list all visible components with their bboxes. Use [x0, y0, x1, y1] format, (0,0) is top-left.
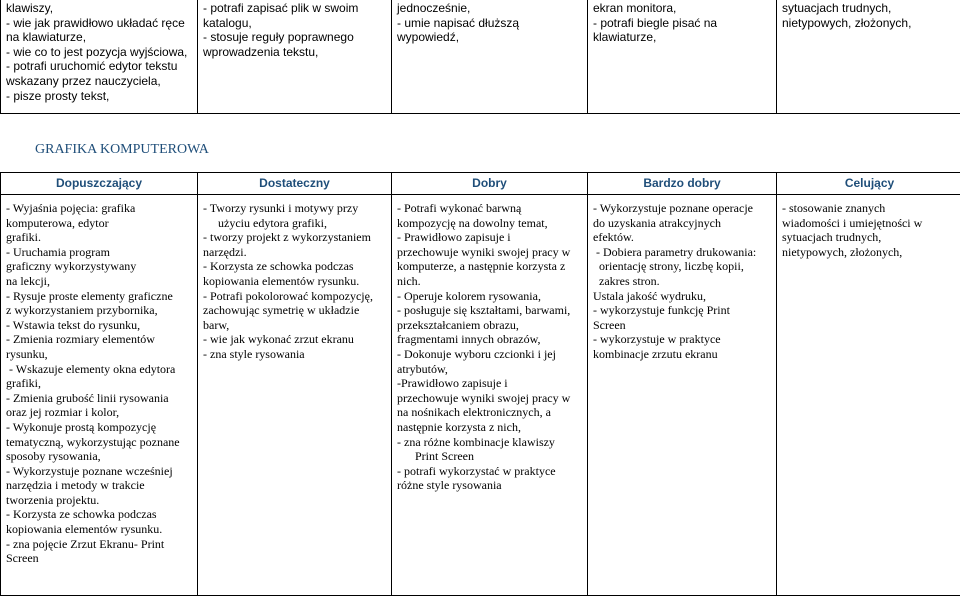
text-line: - umie napisać dłuższą wypowiedź,	[397, 16, 582, 45]
text-line: - Operuje kolorem rysowania,	[397, 289, 582, 304]
text-line: - zna style rysowania	[203, 347, 386, 362]
text-line: komputerze, a następnie korzysta z	[397, 259, 582, 274]
cell-dobry	[392, 195, 588, 596]
text-line: - Dokonuje wyboru czcionki i jej	[397, 347, 582, 362]
text-line: - Dobiera parametry drukowania:	[593, 245, 771, 260]
text-line: - wie jak prawidłowo układać ręce	[6, 16, 192, 31]
text-line: na klawiaturze,	[6, 30, 192, 45]
top-cell-2	[198, 0, 392, 114]
text-line: -Prawidłowo zapisuje i	[397, 376, 582, 391]
text-line: - Tworzy rysunki i motywy przy	[203, 201, 386, 216]
text-line: klawiszy,	[6, 1, 192, 16]
cell-dopuszczajacy	[1, 195, 198, 596]
text-line: - zna pojęcie Zrzut Ekranu- Print	[6, 537, 192, 552]
cell-bardzo-dobry	[588, 195, 777, 596]
text-line: nich.	[397, 274, 582, 289]
header-bardzo-dobry: Bardzo dobry	[588, 173, 777, 195]
text-line: - Korzysta ze schowka podczas	[203, 259, 386, 274]
text-line: - potrafi wykorzystać w praktyce	[397, 464, 582, 479]
text-line: sposoby rysowania,	[6, 449, 192, 464]
text-line: - Wykonuje prostą kompozycję	[6, 420, 192, 435]
text-line: - Wykorzystuje poznane operacje	[593, 201, 771, 216]
text-line: kopiowania elementów rysunku.	[6, 522, 192, 537]
text-line: - wykorzystuje w praktyce	[593, 332, 771, 347]
text-line: - stosuje reguły poprawnego	[203, 30, 386, 45]
cell-celujacy	[777, 195, 960, 596]
text-line: przechowuje wyniki swojej pracy w	[397, 245, 582, 260]
text-line: Print Screen	[397, 449, 582, 464]
text-line: - stosowanie znanych	[782, 201, 957, 216]
header-celujacy: Celujący	[777, 173, 960, 195]
text-line: z wykorzystaniem przybornika,	[6, 303, 192, 318]
table-row	[1, 195, 960, 596]
text-line: komputerowa, edytor	[6, 216, 192, 231]
text-line: - wykorzystuje funkcję Print	[593, 303, 771, 318]
text-line: narzędzia i metody w trakcie	[6, 478, 192, 493]
text-line: - Wyjaśnia pojęcia: grafika	[6, 201, 192, 216]
text-line: - tworzy projekt z wykorzystaniem	[203, 230, 386, 245]
text-line: przechowuje wyniki swojej pracy w	[397, 391, 582, 406]
text-line: nietypowych, złożonych,	[782, 16, 957, 31]
text-line: - potrafi biegle pisać na	[593, 16, 771, 31]
text-line: na lekcji,	[6, 274, 192, 289]
text-line: rysunku,	[6, 347, 192, 362]
text-line: kompozycję na dowolny temat,	[397, 216, 582, 231]
text-line: oraz jej rozmiar i kolor,	[6, 405, 192, 420]
text-line: - Wskazuje elementy okna edytora	[6, 362, 192, 377]
text-line: efektów.	[593, 230, 771, 245]
text-line: tematyczną, wykorzystując poznane	[6, 435, 192, 450]
previous-section-table	[0, 0, 960, 114]
top-cell-1	[1, 0, 198, 114]
text-line: nietypowych, złożonych,	[782, 245, 957, 260]
top-cell-3	[392, 0, 588, 114]
text-line: - Uruchamia program	[6, 245, 192, 260]
text-line: - Prawidłowo zapisuje i	[397, 230, 582, 245]
text-line: - Zmienia rozmiary elementów	[6, 332, 192, 347]
text-line: wskazany przez nauczyciela,	[6, 74, 192, 89]
text-line: - posługuje się kształtami, barwami,	[397, 303, 582, 318]
text-line: kombinacje zrzutu ekranu	[593, 347, 771, 362]
text-line: - Wstawia tekst do rysunku,	[6, 318, 192, 333]
top-cell-5	[777, 0, 960, 114]
text-line: do uzyskania atrakcyjnych	[593, 216, 771, 231]
header-row	[1, 173, 960, 195]
text-line: wprowadzenia tekstu,	[203, 45, 386, 60]
header-dostateczny: Dostateczny	[198, 173, 392, 195]
text-line: narzędzi.	[203, 245, 386, 260]
text-line: - Zmienia grubość linii rysowania	[6, 391, 192, 406]
text-line: przekształcaniem obrazu,	[397, 318, 582, 333]
text-line: katalogu,	[203, 16, 386, 31]
text-line: sytuacjach trudnych,	[782, 1, 957, 16]
text-line: - Potrafi pokolorować kompozycję,	[203, 289, 386, 304]
text-line: następnie korzysta z nich,	[397, 420, 582, 435]
text-line: na nośnikach elektronicznych, a	[397, 405, 582, 420]
text-line: Ustala jakość wydruku,	[593, 289, 771, 304]
text-line: sytuacjach trudnych,	[782, 230, 957, 245]
text-line: klawiaturze,	[593, 30, 771, 45]
text-line: różne style rysowania	[397, 478, 582, 493]
text-line: zakres stron.	[593, 274, 771, 289]
text-line: - Korzysta ze schowka podczas	[6, 507, 192, 522]
text-line: atrybutów,	[397, 362, 582, 377]
text-line: kopiowania elementów rysunku.	[203, 274, 386, 289]
section-title: GRAFIKA KOMPUTEROWA	[35, 142, 209, 158]
grading-table	[0, 172, 960, 596]
text-line: wiadomości i umiejętności w	[782, 216, 957, 231]
top-cell-4	[588, 0, 777, 114]
text-line: - potrafi uruchomić edytor tekstu	[6, 59, 192, 74]
text-line: - wie co to jest pozycja wyjściowa,	[6, 45, 192, 60]
text-line: - Rysuje proste elementy graficzne	[6, 289, 192, 304]
text-line: ekran monitora,	[593, 1, 771, 16]
text-line: grafiki.	[6, 230, 192, 245]
text-line: tworzenia projektu.	[6, 493, 192, 508]
text-line: barw,	[203, 318, 386, 333]
text-line: Screen	[593, 318, 771, 333]
header-dopuszczajacy: Dopuszczający	[1, 173, 198, 195]
header-dobry: Dobry	[392, 173, 588, 195]
cell-dostateczny	[198, 195, 392, 596]
text-line: - pisze prosty tekst,	[6, 89, 192, 104]
text-line: - Potrafi wykonać barwną	[397, 201, 582, 216]
text-line: jednocześnie,	[397, 1, 582, 16]
text-line: graficzny wykorzystywany	[6, 259, 192, 274]
text-line: - Wykorzystuje poznane wcześniej	[6, 464, 192, 479]
text-line: fragmentami innych obrazów,	[397, 332, 582, 347]
text-line: orientację strony, liczbę kopii,	[593, 259, 771, 274]
text-line: zachowując symetrię w układzie	[203, 303, 386, 318]
text-line: użyciu edytora grafiki,	[203, 216, 386, 231]
table-row	[1, 0, 960, 114]
text-line: - zna różne kombinacje klawiszy	[397, 435, 582, 450]
text-line: - potrafi zapisać plik w swoim	[203, 1, 386, 16]
text-line: Screen	[6, 551, 192, 566]
text-line: - wie jak wykonać zrzut ekranu	[203, 332, 386, 347]
text-line: grafiki,	[6, 376, 192, 391]
